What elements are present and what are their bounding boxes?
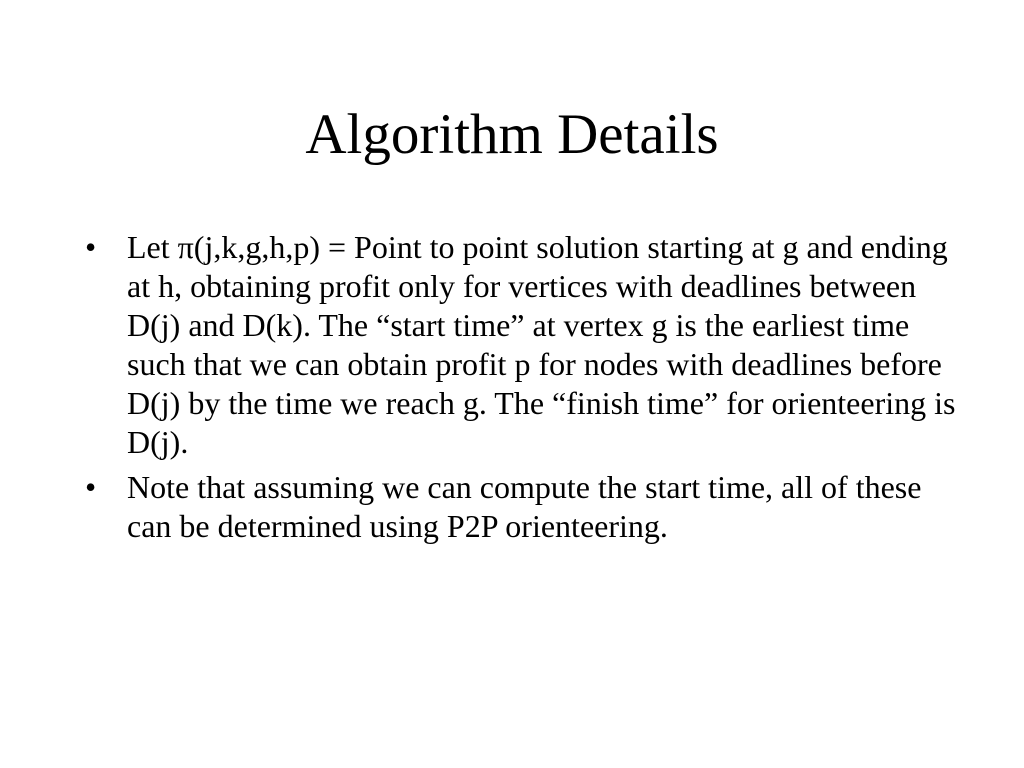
bullet-item: [80, 468, 960, 546]
bullet-marker-icon: •: [85, 229, 97, 265]
bullet-text: Note that assuming we can compute the start time, all of these can be determined using P2P orienteering.: [127, 469, 922, 544]
bullet-list: [80, 228, 960, 552]
bullet-text: Let π(j,k,g,h,p) = Point to point solution starting at g and ending at h, obtaining profit only for vertices with deadlines between D(j) and D(k). The “start time” at vertex g is the earliest time such that we can obtain profit p for nodes with deadlines before D(j) by the time we reach g. The “finish time” for orienteering is D(j).: [127, 229, 956, 460]
slide-title: Algorithm Details: [305, 103, 719, 166]
bullet-marker-icon: •: [85, 469, 97, 505]
bullet-item: [80, 228, 960, 462]
